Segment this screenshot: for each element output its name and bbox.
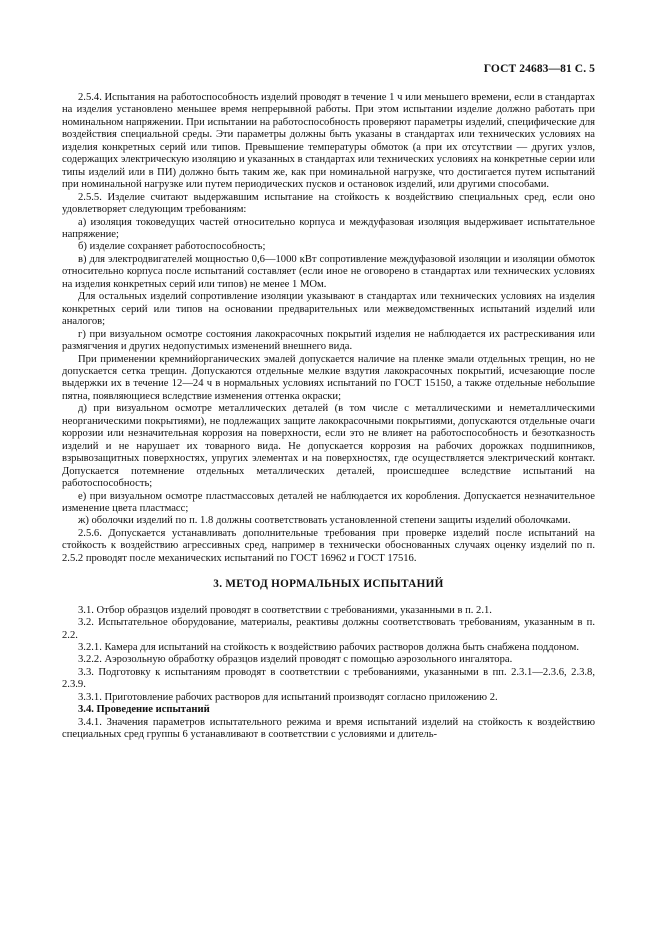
paragraph-item-e: е) при визуальном осмотре пластмассовых деталей не наблюдается их коробления. Допускается незначительное изменение цвета пластмасс; bbox=[62, 490, 595, 514]
paragraph-item-b: б) изделие сохраняет работоспособность; bbox=[78, 241, 266, 253]
paragraph-2-5-6: 2.5.6. Допускается устанавливать дополнительные требования при проверке изделий после испытаний на стойкость к воздействию агрессивных сред, например в технически обоснованных случаях оценку изделий по п. 2.5.2 проводят после механических испытаний по ГОСТ 16962 и ГОСТ 17516. bbox=[62, 527, 595, 564]
paragraph-other-products: Для остальных изделий сопротивление изоляции указывают в стандартах или технических условиях на изделия конкретных серий или типов на основании предварительных или межведомственных испытаний изделий или аналогов; bbox=[62, 291, 595, 328]
document-body bbox=[62, 92, 595, 742]
paragraph-3-2: 3.2. Испытательное оборудование, материалы, реактивы должны соответствовать требованиям, указанным в п. 2.2. bbox=[62, 617, 595, 641]
paragraph-item-a: а) изоляция токоведущих частей относительно корпуса и междуфазовая изоляция выдерживает испытательное напряжение; bbox=[62, 216, 595, 240]
paragraph-enamels: При применении кремнийорганических эмалей допускается наличие на пленке эмали отдельных трещин, но не допускается сетка трещин. Допускаются отдельные мелкие вздутия лакокрасочных покрытий, исчезающие после выдержки их в течение 12—24 ч в нормальных условиях испытаний по ГОСТ 15150, а также отдельные небольшие пятна, появляющиеся вследствие изменения оттенка окраски; bbox=[62, 353, 595, 402]
paragraph-3-3: 3.3. Подготовку к испытаниям проводят в соответствии с требованиями, указанными в пп. 2.3.1—2.3.6, 2.3.8, 2.3.9. bbox=[62, 666, 595, 691]
paragraph-item-d: д) при визуальном осмотре металлических деталей (в том числе с металлическими и неметаллическими неорганическими покрытиями), не подлежащих защите лакокрасочными покрытиями, допускаются отдельные очаги коррозии или незначительная коррозия на поверхности, если это не влияет на работоспособность и безотказность изделий и не нарушает их товарного вида. Не допускается коррозия на рабочих дорожках подшипников, взрывозащитных поверхностях, упругих элементах и на поверхностях, где осуществляется электрический контакт. Допускается потемнение отдельных металлических деталей, происшедшее вследствие испытаний на работоспособность; bbox=[62, 403, 595, 490]
paragraph-2-5-5: 2.5.5. Изделие считают выдержавшим испытание на стойкость к воздействию специальных сред, если оно удовлетворяет следующим требованиям: bbox=[62, 191, 595, 216]
section-heading: 3. МЕТОД НОРМАЛЬНЫХ ИСПЫТАНИЙ bbox=[213, 578, 444, 591]
paragraph-item-zh: ж) оболочки изделий по п. 1.8 должны соответствовать установленной степени защиты изделий оболочками. bbox=[78, 515, 571, 527]
paragraph-3-2-1: 3.2.1. Камера для испытаний на стойкость к воздействию рабочих растворов должна быть снабжена поддоном. bbox=[78, 642, 580, 654]
paragraph-item-g: г) при визуальном осмотре состояния лакокрасочных покрытий изделия не наблюдается их растрескивания или размягчения и других недопустимых изменений внешнего вида. bbox=[62, 328, 595, 353]
paragraph-item-v: в) для электродвигателей мощностью 0,6—1000 кВт сопротивление междуфазовой изоляции и изоляции обмоток относительно корпуса после испытаний составляет (если иное не оговорено в стандартах или технических условиях на изделия конкретных серий или типов) не менее 1 МОм. bbox=[62, 253, 595, 290]
paragraph-3-2-2: 3.2.2. Аэрозольную обработку образцов изделий проводят с помощью аэрозольного ингалятора. bbox=[78, 654, 513, 666]
paragraph-3-1: 3.1. Отбор образцов изделий проводят в соответствии с требованиями, указанными в п. 2.1. bbox=[78, 604, 492, 616]
running-header: ГОСТ 24683—81 С. 5 bbox=[483, 63, 595, 75]
paragraph-3-4-1: 3.4.1. Значения параметров испытательного режима и время испытаний изделий на стойкость к воздействию специальных сред группы 6 устанавливают в соответствии с условиями и длитель- bbox=[62, 716, 595, 741]
subsection-heading: 3.4. Проведение испытаний bbox=[78, 704, 210, 716]
paragraph-2-5-4: 2.5.4. Испытания на работоспособность изделий проводят в течение 1 ч или меньшего времени, если в стандартах на изделия установлено меньшее время непрерывной работы. При этом испытании изделие должно работать при номинальном напряжении. При испытании на работоспособность проверяют параметры изделий, специфические для воздействия специальной среды. Эти параметры должны быть указаны в стандартах или технических условиях на изделия конкретных серий или типов. Превышение температуры обмоток (а при их отсутствии — других узлов, содержащих электрическую изоляцию и указанных в стандартах или технических условиях на конкретные серии или типы изделий или в ПИ) должно быть таким же, как при номинальной нагрузке, что достигается путем испытаний при номинальной нагрузке или путем периодических пусков и остановок изделий, или другими способами. bbox=[62, 92, 595, 191]
paragraph-3-3-1: 3.3.1. Приготовление рабочих растворов для испытаний производят согласно приложению 2. bbox=[78, 691, 498, 703]
